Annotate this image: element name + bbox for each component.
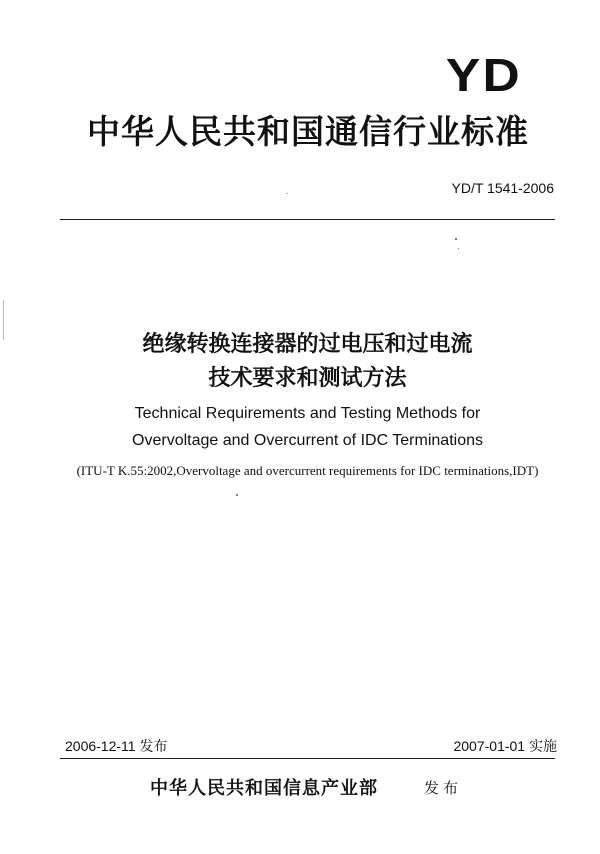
scan-speck [287,193,288,194]
publisher-name: 中华人民共和国信息产业部 [150,778,378,799]
organization-title: 中华人民共和国通信行业标准 [87,112,529,151]
standard-code: YD/T 1541-2006 [451,180,554,196]
scan-speck [236,494,238,496]
scan-speck [3,300,4,340]
top-divider [60,219,555,220]
implementation-date: 2007-01-01 实施 [453,738,557,754]
chinese-title-line-1: 绝缘转换连接器的过电压和过电流 [142,332,473,357]
english-title-line-1: Technical Requirements and Testing Methods for [134,405,481,422]
yd-logo: YD [445,49,522,101]
scan-speck [455,238,457,240]
english-title-line-2: Overvoltage and Overcurrent of IDC Terminations [132,432,483,449]
scan-speck [458,248,459,249]
equivalent-standard-note: (ITU-T K.55:2002,Overvoltage and overcurrent requirements for IDC terminations,IDT) [76,463,539,478]
issue-date: 2006-12-11 发布 [65,738,168,754]
bottom-divider [60,758,555,759]
publish-label: 发布 [424,779,463,797]
chinese-title-line-2: 技术要求和测试方法 [208,366,407,391]
